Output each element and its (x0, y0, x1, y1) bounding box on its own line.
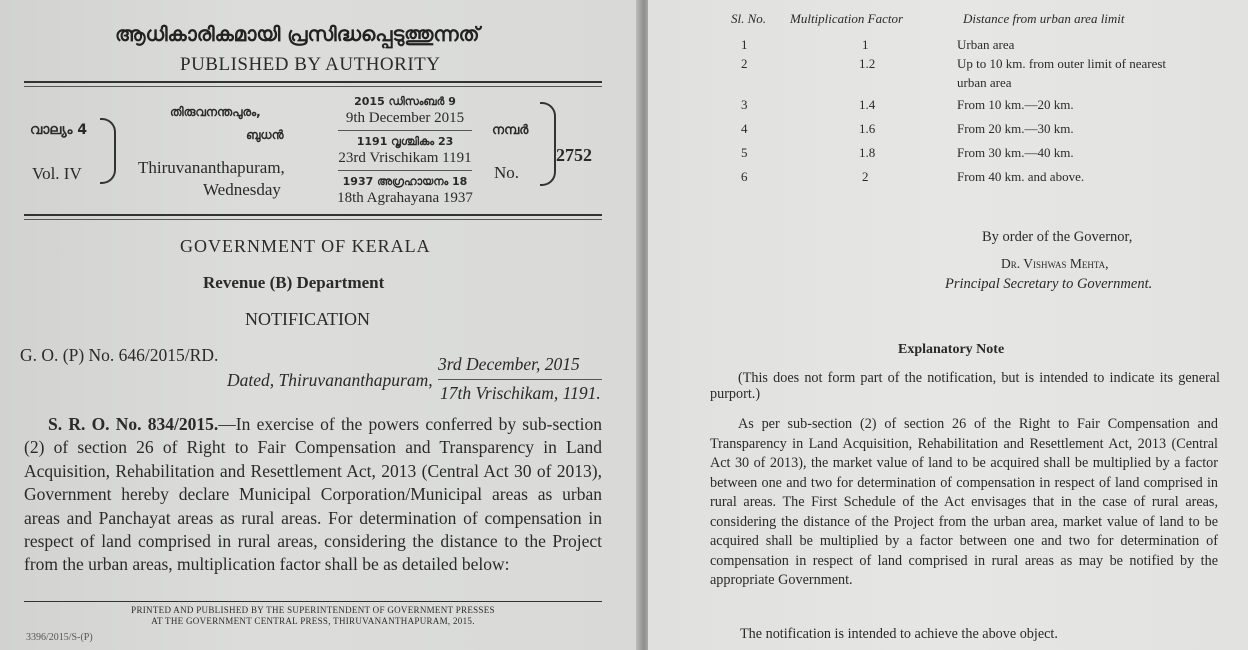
number-brace (540, 102, 556, 186)
number-english: No. (494, 163, 520, 182)
issue-number: 2752 (556, 145, 592, 165)
row-sl: 4 (741, 121, 748, 136)
row-distance: Up to 10 km. from outer limit of nearest (957, 56, 1167, 71)
malayalam-heading: ആധികാരികമായി പ്രസിദ്ധപ്പെടുത്തുന്നത് (115, 22, 480, 46)
explanatory-intro: (This does not form part of the notification, but is intended to indicate its general purport.) (710, 370, 1220, 402)
date-malayalam-1: 2015 ഡിസംബർ 9 (354, 95, 456, 108)
place-english: Thiruvananthapuram, (138, 158, 285, 177)
volume-brace (100, 118, 116, 184)
printer-imprint (24, 605, 602, 627)
notification-body-text: —In exercise of the powers conferred by sub-section (2) of section 26 of Right to Fair Compensation and Transparency in Land Acquisition, Rehabilitation and Resettlement Act, 2013 (Central Act 30 of 2013), Government hereby declare Municipal Corporation/Municipal areas as urban areas and Panchayat areas as rural areas. For determination of compensation in respect of land comprised in rural areas, considering the distance to the Project from the urban areas, multiplication factor shall be as detailed below: (24, 414, 603, 575)
published-by-authority: PUBLISHED BY AUTHORITY (180, 54, 441, 75)
number-malayalam: നമ്പർ (492, 123, 529, 138)
explanatory-body: As per sub-section (2) of section 26 of the Right to Fair Compensation and Transparency in Land Acquisition, Rehabilitation and Resettlement Act, 2013 (Central Act 30 of 2013), the market value of land to be acquired shall be multiplied by a factor between one and two for determination of compensation in respect of land comprised in rural areas. The First Schedule of the Act envisages that in the case of rural areas, considering the distance of the Project from the urban area, market value of land to be acquired shall be multiplied by a factor between one and two for determination of compensation in respect of land comprised in rural areas as may be notified by the appropriate Government. (710, 416, 1218, 588)
row-sl: 5 (741, 145, 748, 160)
date-malayalam-2: 1191 വൃശ്ചികം 23 (356, 135, 454, 148)
notification-body (24, 413, 602, 577)
date-english-2: 23rd Vrischikam 1191 (338, 150, 472, 166)
row-distance: Urban area (957, 37, 1015, 52)
sro-number: S. R. O. No. 834/2015. (48, 414, 219, 434)
dated-label: Dated, Thiruvananthapuram, (227, 370, 433, 390)
footer-code: 3396/2015/S-(P) (26, 632, 93, 643)
header-rule-top (24, 81, 602, 83)
date-malayalam-3: 1937 അഗ്രഹായനം 18 (342, 175, 468, 188)
row-sl: 2 (741, 56, 748, 71)
signatory-name: Dr. Vishwas Mehta, (1001, 256, 1109, 271)
row-factor: 2 (862, 169, 869, 184)
date-line-1: 3rd December, 2015 (438, 354, 580, 374)
row-sl: 3 (741, 97, 748, 112)
notification-heading: NOTIFICATION (245, 309, 370, 329)
go-number: G. O. (P) No. 646/2015/RD. (20, 345, 219, 365)
volume-english: Vol. IV (32, 164, 82, 183)
table-header-factor: Multiplication Factor (790, 11, 904, 26)
row-factor: 1.6 (859, 121, 876, 136)
gazette-right-page (648, 0, 1248, 650)
row-factor: 1.8 (859, 145, 876, 160)
closing-line: The notification is intended to achieve the above object. (740, 626, 1058, 642)
dates-block (330, 94, 480, 207)
day-malayalam: ബുധൻ (246, 128, 284, 142)
row-distance: From 20 km.—30 km. (957, 121, 1074, 136)
explanatory-heading: Explanatory Note (898, 342, 1005, 357)
row-factor: 1 (862, 37, 869, 52)
row-distance-cont: urban area (957, 75, 1012, 90)
row-factor: 1.4 (859, 97, 876, 112)
printer-line-1: PRINTED AND PUBLISHED BY THE SUPERINTENDENT OF GOVERNMENT PRESSES (131, 605, 495, 615)
row-distance: From 40 km. and above. (957, 169, 1085, 184)
volume-malayalam: വാല്യം 4 (30, 122, 88, 138)
date-line-2: 17th Vrischikam, 1191. (440, 383, 601, 403)
header-rule-bottom (24, 214, 602, 216)
table-header-distance: Distance from urban area limit (963, 11, 1125, 26)
day-english: Wednesday (203, 180, 281, 199)
printer-line-2: AT THE GOVERNMENT CENTRAL PRESS, THIRUVANANTHAPURAM, 2015. (151, 616, 475, 626)
row-sl: 6 (741, 169, 748, 184)
row-sl: 1 (741, 37, 748, 52)
signatory-title: Principal Secretary to Government. (945, 276, 1153, 292)
row-distance: From 10 km.—20 km. (957, 97, 1074, 112)
date-english-1: 9th December 2015 (345, 110, 465, 126)
date-english-3: 18th Agrahayana 1937 (337, 190, 473, 206)
government-heading: GOVERNMENT OF KERALA (180, 236, 431, 256)
place-malayalam: തിരുവനന്തപുരം, (170, 105, 261, 119)
department-heading: Revenue (B) Department (203, 273, 385, 292)
by-order-line: By order of the Governor, (982, 229, 1133, 245)
table-header-sl: Sl. No. (731, 11, 767, 26)
row-factor: 1.2 (859, 56, 876, 71)
footer-rule (24, 601, 602, 602)
row-distance: From 30 km.—40 km. (957, 145, 1074, 160)
